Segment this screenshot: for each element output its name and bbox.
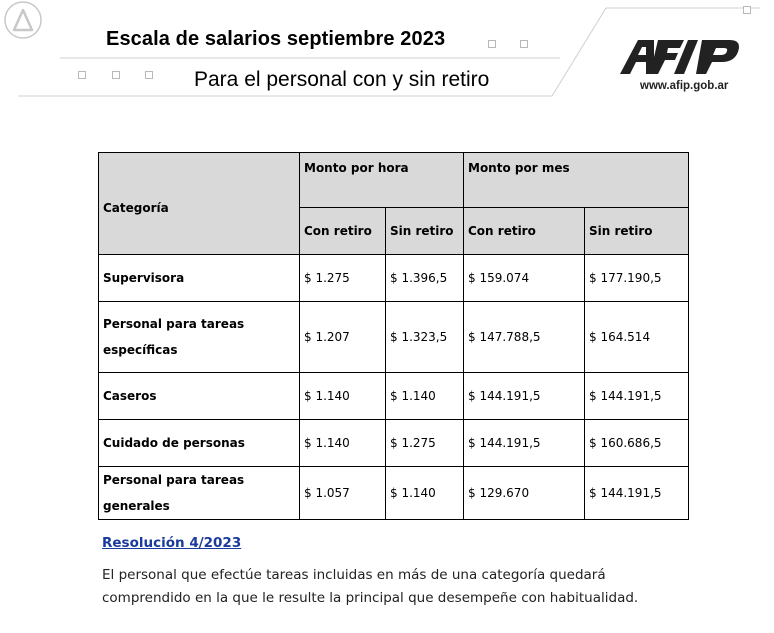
- value-cell: $ 129.670: [464, 467, 585, 520]
- value-cell: $ 1.140: [300, 420, 386, 467]
- decor-square: [145, 71, 153, 79]
- category-cell: Personal para tareas específicas: [99, 302, 300, 373]
- value-cell: $ 144.191,5: [464, 420, 585, 467]
- table-row: [99, 420, 689, 467]
- value-cell: $ 159.074: [464, 255, 585, 302]
- resolution-link[interactable]: Resolución 4/2023: [102, 535, 242, 551]
- value-cell: $ 144.191,5: [464, 373, 585, 420]
- value-cell: $ 1.275: [386, 420, 464, 467]
- category-header: Categoría: [99, 153, 300, 255]
- category-cell: Caseros: [99, 373, 300, 420]
- decor-square: [488, 40, 496, 48]
- category-cell: Supervisora: [99, 255, 300, 302]
- value-cell: $ 1.140: [386, 467, 464, 520]
- hourly-group-header: Monto por hora: [300, 153, 464, 208]
- value-cell: $ 1.396,5: [386, 255, 464, 302]
- decor-square: [520, 40, 528, 48]
- value-cell: $ 144.191,5: [585, 467, 689, 520]
- subheader-cell: Con retiro: [464, 208, 585, 255]
- value-cell: $ 1.057: [300, 467, 386, 520]
- note-paragraph: El personal que efectúe tareas incluidas en más de una categoría quedará comprendido en la que le resulte la principal que desempeñe con habitualidad.: [102, 567, 639, 606]
- decor-square: [78, 71, 86, 79]
- value-cell: $ 1.140: [386, 373, 464, 420]
- category-cell: Cuidado de personas: [99, 420, 300, 467]
- value-cell: $ 177.190,5: [585, 255, 689, 302]
- table-row: [99, 255, 689, 302]
- brand-url[interactable]: www.afip.gob.ar: [640, 80, 729, 92]
- value-cell: $ 147.788,5: [464, 302, 585, 373]
- subheader-cell: Sin retiro: [386, 208, 464, 255]
- value-cell: $ 1.140: [300, 373, 386, 420]
- table-row: [99, 373, 689, 420]
- value-cell: $ 1.323,5: [386, 302, 464, 373]
- value-cell: $ 1.275: [300, 255, 386, 302]
- page-subtitle: Para el personal con y sin retiro: [194, 68, 490, 91]
- salary-table: [98, 152, 689, 520]
- afip-logo: [618, 36, 748, 80]
- value-cell: $ 160.686,5: [585, 420, 689, 467]
- table-row: [99, 467, 689, 520]
- value-cell: $ 1.207: [300, 302, 386, 373]
- brand-name: AFIP: [618, 36, 621, 37]
- afip-emblem-icon: [0, 0, 46, 40]
- table-header-row: [99, 153, 689, 208]
- table-row: [99, 302, 689, 373]
- subheader-cell: Sin retiro: [585, 208, 689, 255]
- value-cell: $ 164.514: [585, 302, 689, 373]
- monthly-group-header: Monto por mes: [464, 153, 689, 208]
- category-cell: Personal para tareas generales: [99, 467, 300, 520]
- value-cell: $ 144.191,5: [585, 373, 689, 420]
- decor-square: [743, 6, 751, 14]
- decor-square: [112, 71, 120, 79]
- page-title: Escala de salarios septiembre 2023: [106, 28, 446, 50]
- subheader-cell: Con retiro: [300, 208, 386, 255]
